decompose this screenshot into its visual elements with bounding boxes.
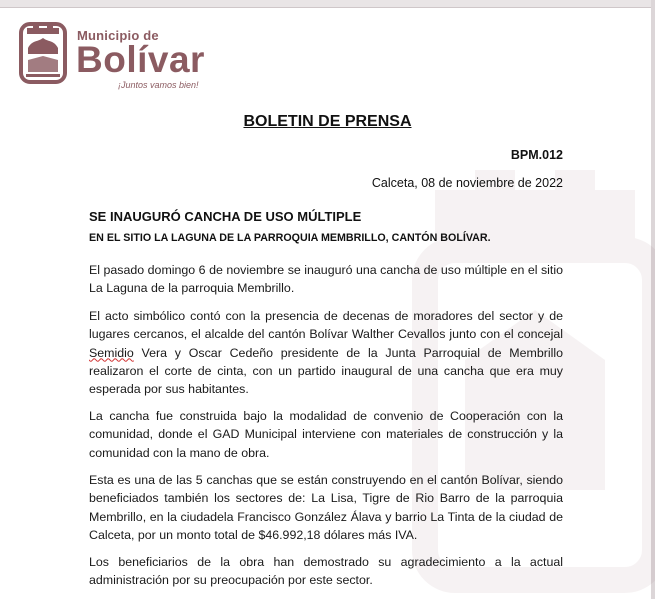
document-title: BOLETIN DE PRENSA (243, 113, 412, 130)
paragraph-5: Los beneficiarios de la obra han demostrado su agradecimiento a la actual administración por su preocupación por este sector. (89, 555, 563, 588)
paragraph-2-part-2: Vera y Oscar Cedeño presidente de la Junta Parroquial de Membrillo realizaron el corte de cinta, con un partido inaugural de una cancha que era muy esperada por sus habitantes. (89, 345, 563, 397)
news-headline: SE INAUGURÓ CANCHA DE USO MÚLTIPLE (89, 209, 362, 224)
paragraph-2 (89, 307, 563, 398)
paragraph-1: El pasado domingo 6 de noviembre se inauguró una cancha de uso múltiple en el sitio La Laguna de la parroquia Membrillo. (89, 263, 563, 296)
logo-subtitle: Municipio de (77, 28, 159, 43)
misspelled-word: Semidio (89, 345, 134, 360)
municipality-logo (18, 20, 218, 90)
paragraph-4: Esta es una de las 5 canchas que se están construyendo en el cantón Bolívar, siendo beneficiados también los sectores de: La Lisa, Tigre de Rio Barro de la parroquia Membrillo, en la ciudadela Francisco González Álava y barrio La Tinta de la ciudad de Calceta, por un monto total de $46.992,18 dólares más IVA. (89, 473, 563, 542)
bulletin-date: Calceta, 08 de noviembre de 2022 (371, 176, 563, 190)
news-subheadline: EN EL SITIO LA LAGUNA DE LA PARROQUIA MEMBRILLO, CANTÓN BOLÍVAR. (89, 232, 491, 244)
logo-name: Bolívar (76, 39, 205, 80)
bulletin-code: BPM.012 (510, 148, 563, 162)
paragraph-2-part-1: El acto simbólico contó con la presencia de decenas de moradores del sector y de lugares cercanos, el alcalde del cantón Bolívar Walther Cevallos junto con el concejal (89, 309, 563, 342)
window-top-bar (0, 0, 655, 8)
paragraph-3: La cancha fue construida bajo la modalidad de convenio de Cooperación con la comunidad, donde el GAD Municipal interviene con materiales de construcción y la comunidad con la mano de obra. (89, 409, 563, 460)
logo-tagline: ¡Juntos vamos bien! (118, 80, 199, 90)
municipality-emblem-icon (18, 20, 68, 85)
